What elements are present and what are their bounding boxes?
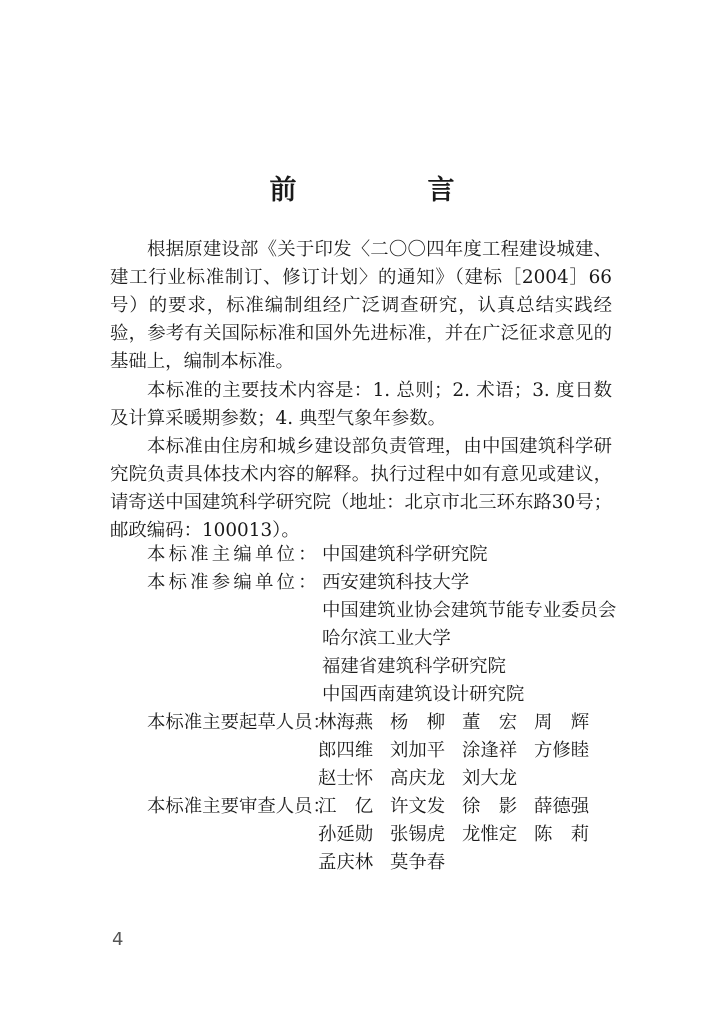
drafters-label: 本标准主要起草人员： (147, 712, 331, 733)
drafter-name: 涂逢祥 (462, 740, 518, 761)
drafter-name: 杨 柳 (390, 712, 446, 733)
reviewer-name: 徐 影 (462, 796, 518, 817)
drafter-name: 周 辉 (534, 712, 590, 733)
participating-unit: 哈尔滨工业大学 (322, 628, 451, 649)
reviewer-name: 张锡虎 (390, 824, 446, 845)
chief-unit-value: 中国建筑科学研究院 (322, 544, 488, 565)
reviewer-name: 龙惟定 (462, 824, 518, 845)
reviewer-name: 许文发 (390, 796, 446, 817)
reviewers-row (318, 821, 606, 849)
drafter-name: 刘加平 (390, 740, 446, 761)
drafter-name: 高庆龙 (390, 768, 446, 789)
reviewers-row (318, 849, 462, 877)
chief-unit-label: 本标准主编单位： (147, 544, 320, 565)
drafter-name: 郎四维 (318, 740, 374, 761)
drafter-name: 赵士怀 (318, 768, 374, 789)
reviewers-label: 本标准主要审查人员： (147, 796, 331, 817)
drafter-name: 董 宏 (462, 712, 518, 733)
preface-paragraph-1: 根据原建设部《关于印发〈二〇〇四年度工程建设城建、建工行业标准制订、修订计划〉的通知》（建标［2004］66号）的要求，标准编制组经广泛调查研究，认真总结实践经验，参考有关国际标准和国外先进标准，并在广泛征求意见的基础上，编制本标准。 (110, 239, 612, 372)
reviewer-name: 孙延勋 (318, 824, 374, 845)
reviewer-name: 陈 莉 (534, 824, 590, 845)
preface-paragraph-2: 本标准的主要技术内容是：1. 总则；2. 术语；3. 度日数及计算采暖期参数；4. 典型气象年参数。 (110, 380, 612, 429)
page-title: 前 言 (269, 175, 507, 206)
reviewer-name: 薛德强 (534, 796, 590, 817)
participating-units-label: 本标准参编单位： (147, 572, 320, 593)
reviewer-name: 江 亿 (318, 796, 374, 817)
drafters-row (318, 737, 606, 765)
drafter-name: 刘大龙 (462, 768, 518, 789)
participating-unit: 福建省建筑科学研究院 (322, 656, 506, 677)
participating-unit: 西安建筑科技大学 (322, 572, 470, 593)
drafters-row (318, 765, 534, 793)
drafter-name: 方修睦 (534, 740, 590, 761)
reviewers-row (318, 793, 606, 821)
preface-paragraph-3: 本标准由住房和城乡建设部负责管理，由中国建筑科学研究院负责具体技术内容的解释。执行过程中如有意见或建议，请寄送中国建筑科学研究院（地址：北京市北三环东路30号；邮政编码：100013）。 (110, 436, 612, 541)
reviewer-name: 孟庆林 (318, 852, 374, 873)
participating-unit: 中国西南建筑设计研究院 (322, 684, 525, 705)
page-number: 4 (112, 929, 124, 950)
participating-unit: 中国建筑业协会建筑节能专业委员会 (322, 600, 617, 621)
drafters-row (318, 709, 606, 737)
reviewer-name: 莫争春 (390, 852, 446, 873)
drafter-name: 林海燕 (318, 712, 374, 733)
